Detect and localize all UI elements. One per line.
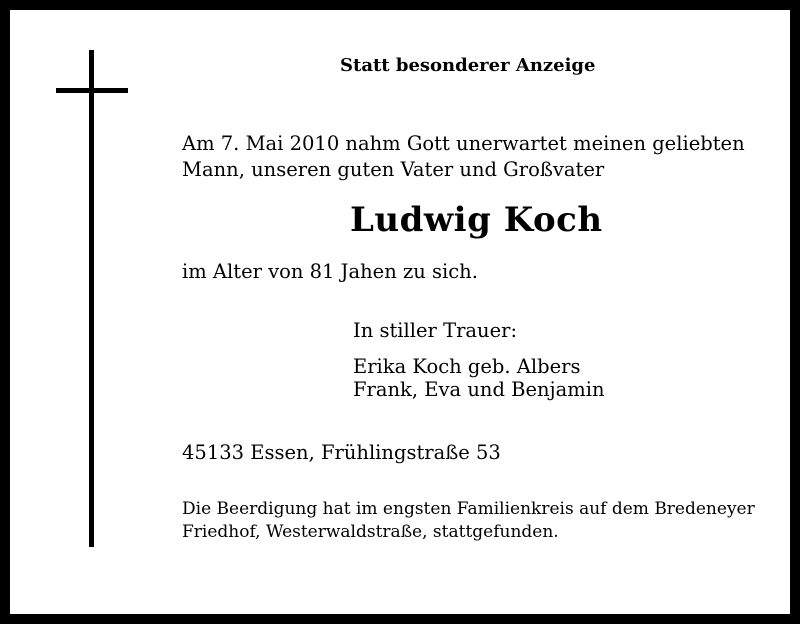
intro-line-1: Am 7. Mai 2010 nahm Gott unerwartet meinen geliebten: [182, 132, 745, 155]
mourning-label: In stiller Trauer:: [353, 319, 518, 342]
cross-horizontal-bar: [56, 88, 128, 93]
mourner-name: Erika Koch geb. Albers: [353, 355, 581, 378]
mourner-name: Frank, Eva und Benjamin: [353, 378, 605, 401]
intro-text: [182, 131, 745, 183]
deceased-name: Ludwig Koch: [350, 200, 603, 240]
notice-heading: Statt besonderer Anzeige: [340, 55, 596, 76]
intro-line-2: Mann, unseren guten Vater und Großvater: [182, 158, 605, 181]
cross-vertical-bar: [89, 50, 94, 547]
funeral-line-1: Die Beerdigung hat im engsten Familienkreis auf dem Bredeneyer: [182, 499, 755, 519]
funeral-info: [182, 498, 755, 544]
funeral-line-2: Friedhof, Westerwaldstraße, stattgefunden.: [182, 522, 559, 542]
address: 45133 Essen, Frühlingstraße 53: [182, 441, 501, 464]
age-line: im Alter von 81 Jahen zu sich.: [182, 260, 478, 283]
